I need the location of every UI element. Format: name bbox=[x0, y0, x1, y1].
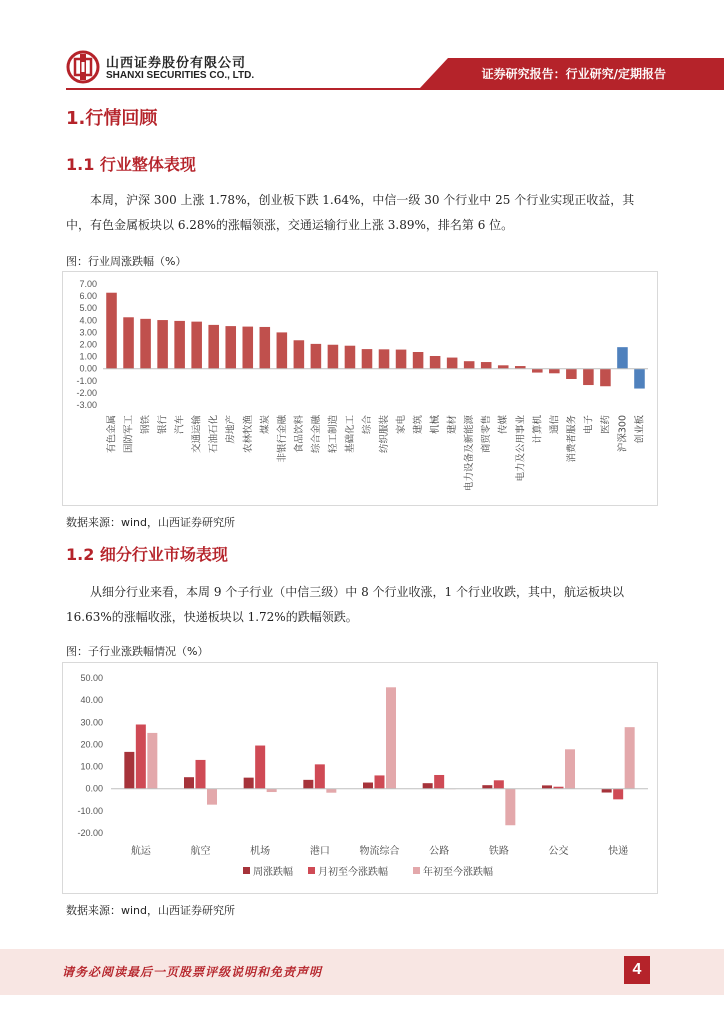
bar bbox=[255, 746, 265, 789]
x-tick-label: 计算机 bbox=[532, 415, 544, 444]
x-tick-label: 公路 bbox=[429, 846, 450, 857]
y-tick-label: -2.00 bbox=[76, 387, 97, 398]
y-tick-label: -3.00 bbox=[76, 400, 97, 410]
bar bbox=[434, 775, 444, 789]
bar bbox=[326, 789, 336, 793]
x-tick-label: 通信 bbox=[549, 415, 561, 435]
x-tick-label: 家电 bbox=[396, 415, 408, 435]
x-tick-label: 纺织服装 bbox=[379, 415, 391, 454]
bar bbox=[106, 293, 117, 369]
x-tick-label: 商贸零售 bbox=[481, 415, 493, 454]
bar bbox=[396, 350, 407, 369]
bar bbox=[244, 778, 254, 789]
bar bbox=[147, 733, 157, 789]
x-tick-label: 航空 bbox=[190, 846, 211, 857]
x-tick-label: 消费者服务 bbox=[566, 415, 578, 463]
industry-weekly-chart bbox=[62, 271, 658, 506]
bar bbox=[362, 349, 373, 369]
figure-1-caption: 图：行业周涨跌幅（%） bbox=[66, 255, 187, 268]
bar bbox=[124, 752, 134, 789]
y-tick-label: 2.00 bbox=[79, 339, 97, 350]
bar bbox=[494, 780, 504, 788]
y-tick-label: -1.00 bbox=[76, 375, 97, 386]
bar bbox=[260, 327, 271, 369]
subsection-title-1: 1.1 行业整体表现 bbox=[66, 155, 196, 174]
bar bbox=[277, 332, 288, 368]
paragraph-1: 本周，沪深 300 上涨 1.78%，创业板下跌 1.64%，中信一级 30 个行业中 25 个行业实现正收益，其中，有色金属板块以 6.28%的涨幅领涨，交通运输行业上涨 3.89%，排名第 6 位。 bbox=[66, 193, 635, 232]
x-tick-label: 公交 bbox=[548, 846, 569, 857]
x-tick-label: 医药 bbox=[600, 415, 612, 435]
x-tick-label: 汽车 bbox=[174, 415, 186, 435]
bar bbox=[136, 725, 146, 789]
bar bbox=[157, 320, 168, 369]
y-tick-label: 0.00 bbox=[85, 783, 103, 794]
bar bbox=[208, 325, 219, 369]
bar bbox=[447, 358, 458, 369]
x-tick-label: 食品饮料 bbox=[293, 415, 305, 454]
subindustry-chart bbox=[62, 662, 658, 894]
y-tick-label: 20.00 bbox=[80, 739, 103, 750]
bar bbox=[430, 356, 441, 369]
bar bbox=[423, 783, 433, 789]
x-tick-label: 机械 bbox=[430, 415, 442, 435]
bar bbox=[386, 687, 396, 788]
bar bbox=[191, 322, 202, 369]
bar bbox=[345, 346, 356, 369]
bar bbox=[311, 344, 322, 369]
figure-2-source: 数据来源：wind，山西证券研究所 bbox=[66, 904, 236, 917]
y-tick-label: 7.00 bbox=[79, 279, 97, 289]
bar bbox=[617, 347, 628, 369]
page-number: 4 bbox=[624, 956, 650, 984]
bar bbox=[505, 789, 515, 826]
bar bbox=[600, 369, 611, 387]
y-tick-label: 30.00 bbox=[80, 717, 103, 728]
x-tick-label: 机场 bbox=[250, 846, 271, 857]
y-tick-label: 10.00 bbox=[80, 761, 103, 772]
x-tick-label: 创业板 bbox=[634, 415, 646, 444]
x-tick-label: 建材 bbox=[447, 415, 459, 435]
paragraph-2: 从细分行业来看，本周 9 个子行业（中信三级）中 8 个行业收涨，1 个行业收跌，其中，航运板块以 16.63%的涨幅收涨，快递板块以 1.72%的跌幅领跌。 bbox=[66, 585, 624, 624]
y-tick-label: 1.00 bbox=[79, 351, 97, 362]
x-tick-label: 综合 bbox=[361, 415, 373, 435]
x-tick-label: 房地产 bbox=[225, 415, 237, 444]
bar bbox=[532, 369, 543, 373]
bar bbox=[196, 760, 206, 789]
x-tick-label: 电子 bbox=[583, 415, 595, 435]
header-divider bbox=[66, 88, 724, 90]
figure-2-caption: 图：子行业涨跌幅情况（%） bbox=[66, 645, 209, 658]
x-tick-label: 航运 bbox=[130, 846, 151, 857]
company-logo-icon bbox=[66, 50, 100, 84]
company-name-cn: 山西证券股份有限公司 bbox=[106, 56, 247, 71]
bar bbox=[482, 785, 492, 789]
legend-swatch bbox=[413, 867, 420, 874]
x-tick-label: 非银行金融 bbox=[276, 415, 288, 463]
y-tick-label: 5.00 bbox=[79, 303, 97, 314]
bar bbox=[413, 352, 424, 369]
bar bbox=[481, 362, 492, 369]
y-tick-label: -10.00 bbox=[77, 805, 103, 816]
x-tick-label: 煤炭 bbox=[259, 415, 271, 435]
x-tick-label: 快递 bbox=[608, 846, 629, 857]
bar bbox=[328, 345, 339, 369]
figure-1-source: 数据来源：wind，山西证券研究所 bbox=[66, 516, 236, 529]
y-tick-label: 0.00 bbox=[79, 363, 97, 374]
x-tick-label: 有色金属 bbox=[106, 415, 118, 454]
x-tick-label: 交通运输 bbox=[191, 415, 203, 454]
y-tick-label: 3.00 bbox=[79, 327, 97, 338]
bar bbox=[174, 321, 185, 369]
legend-swatch bbox=[243, 867, 250, 874]
x-tick-label: 港口 bbox=[309, 846, 330, 857]
subsection-title-2: 1.2 细分行业市场表现 bbox=[66, 545, 228, 564]
legend-label: 月初至今涨跌幅 bbox=[318, 867, 388, 878]
bar bbox=[625, 727, 635, 789]
x-tick-label: 轻工制造 bbox=[327, 415, 339, 454]
y-tick-label: 4.00 bbox=[79, 315, 97, 326]
bar bbox=[379, 349, 390, 368]
x-tick-label: 钢铁 bbox=[140, 415, 152, 435]
bar bbox=[583, 369, 594, 385]
subindustry-chart-svg bbox=[63, 663, 657, 893]
bar bbox=[565, 749, 575, 788]
bar bbox=[464, 361, 475, 369]
footer-disclaimer: 请务必阅读最后一页股票评级说明和免责声明 bbox=[62, 965, 323, 979]
x-tick-label: 综合金融 bbox=[310, 415, 322, 454]
legend-label: 年初至今涨跌幅 bbox=[423, 867, 493, 878]
bar bbox=[566, 369, 577, 379]
bar bbox=[634, 369, 645, 389]
x-tick-label: 铁路 bbox=[488, 846, 509, 857]
bar bbox=[363, 783, 373, 789]
industry-weekly-chart-svg bbox=[63, 272, 657, 505]
legend-swatch bbox=[308, 867, 315, 874]
bar bbox=[375, 775, 385, 788]
y-tick-label: 40.00 bbox=[80, 695, 103, 706]
x-tick-label: 石油石化 bbox=[208, 415, 220, 454]
x-tick-label: 电力及公用事业 bbox=[515, 415, 527, 482]
x-tick-label: 银行 bbox=[157, 415, 169, 435]
bar bbox=[613, 789, 623, 800]
y-tick-label: -20.00 bbox=[77, 828, 103, 838]
bar bbox=[294, 340, 305, 368]
bar bbox=[123, 317, 134, 368]
section-title: 1.行情回顾 bbox=[66, 108, 158, 129]
y-tick-label: 50.00 bbox=[80, 673, 103, 683]
x-tick-label: 沪深300 bbox=[617, 415, 629, 453]
x-tick-label: 农林牧渔 bbox=[242, 415, 254, 454]
bar bbox=[140, 319, 151, 369]
bar bbox=[602, 789, 612, 793]
y-tick-label: 6.00 bbox=[79, 291, 97, 302]
bar bbox=[303, 780, 313, 789]
x-tick-label: 物流综合 bbox=[359, 846, 400, 857]
bar bbox=[315, 764, 325, 788]
bar bbox=[242, 327, 253, 369]
x-tick-label: 基础化工 bbox=[344, 415, 356, 454]
bar bbox=[184, 777, 194, 789]
bar bbox=[207, 789, 217, 805]
x-tick-label: 国防军工 bbox=[123, 415, 135, 454]
x-tick-label: 建筑 bbox=[413, 415, 425, 435]
bar bbox=[498, 365, 509, 368]
report-type: 证券研究报告：行业研究/定期报告 bbox=[481, 67, 666, 81]
company-name-en: SHANXI SECURITIES CO., LTD. bbox=[106, 70, 255, 81]
bar bbox=[225, 326, 236, 369]
x-tick-label: 电力设备及新能源 bbox=[464, 415, 476, 492]
x-tick-label: 传媒 bbox=[498, 415, 510, 435]
bar bbox=[549, 369, 560, 374]
legend-label: 周涨跌幅 bbox=[253, 867, 293, 878]
